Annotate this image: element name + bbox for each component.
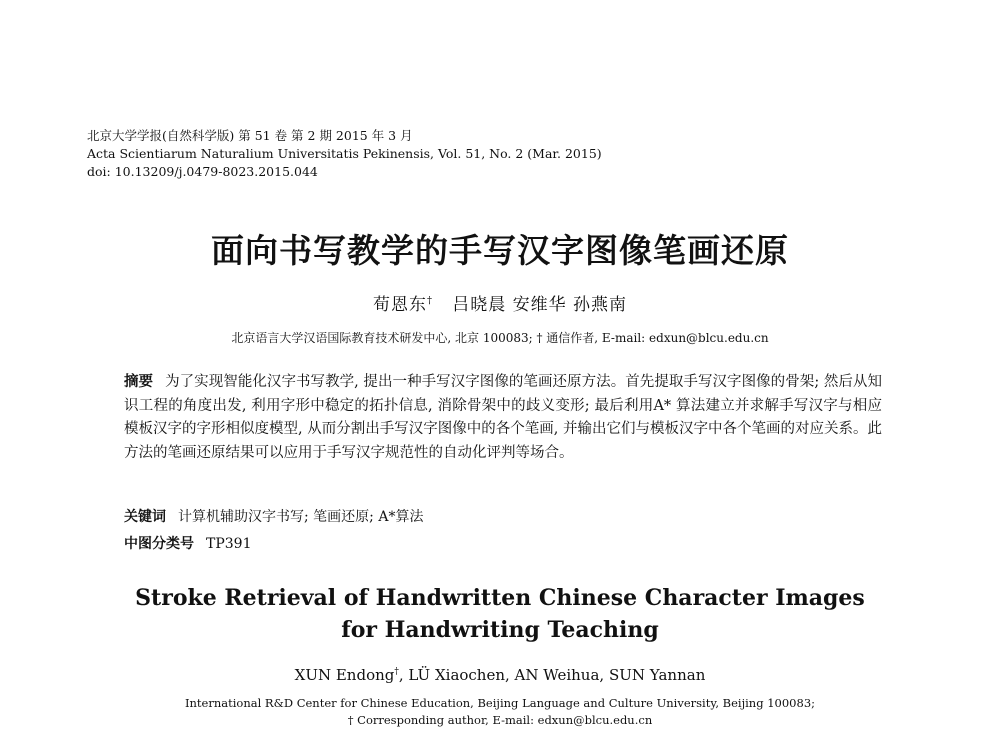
abstract-text: 为了实现智能化汉字书写教学, 提出一种手写汉字图像的笔画还原方法。首先提取手写汉字图像的骨架; 然后从知识工程的角度出发, 利用字形中稳定的拓扑信息, 消除骨架中的歧义变形; 最后利用A* 算法建立并求解手写汉字与相应模板汉字的字形相似度模型, 从而分割出手写汉字图像中的各个笔画, 并输出它们与模板汉字中各个笔画的对应关系。此方法的笔画还原结果可以应用于手写汉字规范性的自动化评判等场合。 — [124, 374, 882, 461]
authors-cn-others: 吕晓晨 安维华 孙燕南 — [452, 295, 628, 315]
affiliation-english — [0, 695, 1000, 729]
corresponding-mark-cn: † — [426, 295, 433, 307]
clc-value: TP391 — [206, 536, 252, 552]
classification-number — [124, 533, 251, 553]
author-cn-first: 荀恩东 — [372, 295, 427, 315]
authors-chinese — [0, 290, 1000, 315]
title-en-line2: for Handwriting Teaching — [341, 617, 659, 643]
clc-label: 中图分类号 — [124, 536, 194, 552]
keywords-text: 计算机辅助汉字书写; 笔画还原; A*算法 — [178, 509, 424, 525]
journal-header-cn: 北京大学学报(自然科学版) 第 51 卷 第 2 期 2015 年 3 月 — [87, 128, 413, 143]
title-en-line1: Stroke Retrieval of Handwritten Chinese Character Images — [135, 585, 865, 611]
authors-english — [0, 666, 1000, 684]
title-chinese: 面向书写教学的手写汉字图像笔画还原 — [211, 231, 789, 270]
affiliation-chinese: 北京语言大学汉语国际教育技术研发中心, 北京 100083; † 通信作者, E-mail: edxun@blcu.edu.cn — [231, 331, 769, 345]
author-en-first: XUN Endong — [294, 666, 395, 684]
title-english — [0, 582, 1000, 646]
abstract-chinese — [124, 370, 882, 465]
affiliation-en-line1: International R&D Center for Chinese Education, Beijing Language and Culture University, Beijing 100083; — [184, 696, 816, 710]
affiliation-en-line2: † Corresponding author, E-mail: edxun@blcu.edu.cn — [347, 713, 653, 727]
authors-en-others: , LÜ Xiaochen, AN Weihua, SUN Yannan — [398, 666, 706, 684]
journal-header-en: Acta Scientiarum Naturalium Universitatis Pekinensis, Vol. 51, No. 2 (Mar. 2015) — [87, 146, 602, 161]
corresponding-mark-en: † — [394, 667, 399, 677]
abstract-label: 摘要 — [124, 373, 154, 390]
keywords-chinese — [124, 506, 423, 526]
journal-header — [87, 127, 602, 181]
keywords-label: 关键词 — [124, 509, 166, 525]
doi-line: doi: 10.13209/j.0479-8023.2015.044 — [87, 164, 318, 179]
